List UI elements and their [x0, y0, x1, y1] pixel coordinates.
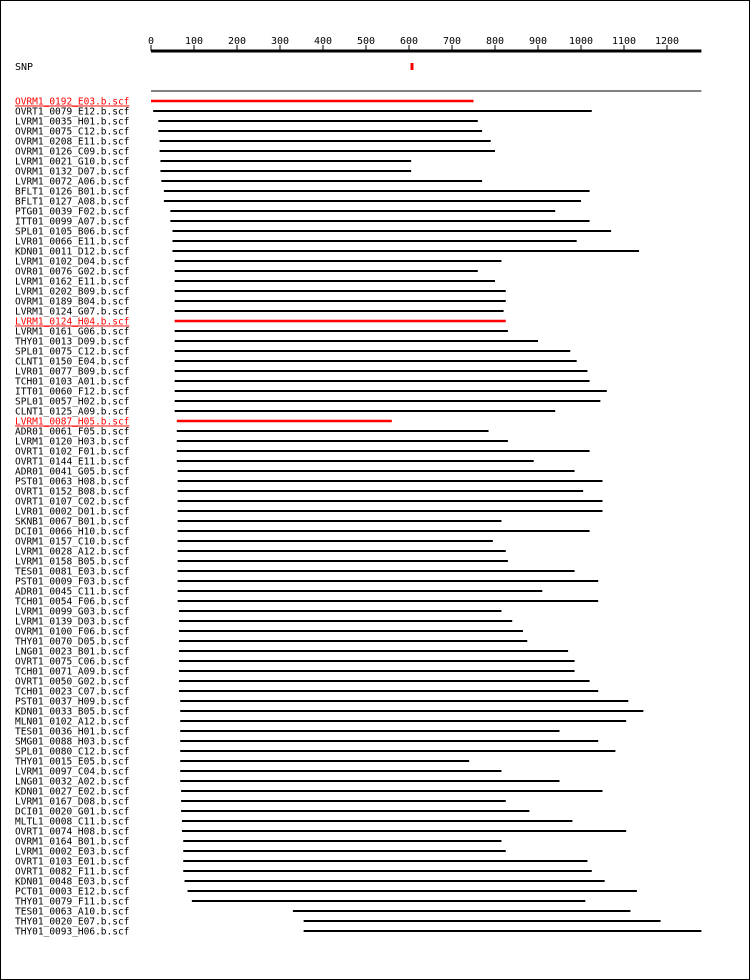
read-label[interactable]: DCI01_0066_H10.b.scf — [15, 526, 130, 538]
read-label[interactable]: LVRM1_0099_G03.b.scf — [15, 606, 130, 618]
axis-tick-label: 1000 — [568, 36, 594, 47]
read-label[interactable]: OVRT1_0079_E12.b.scf — [15, 106, 130, 118]
read-label[interactable]: PST01_0009_F03.b.scf — [15, 576, 130, 588]
read-label[interactable]: CLNT1_0150_E04.b.scf — [15, 356, 130, 368]
axis-tick-label: 300 — [270, 36, 290, 47]
read-label[interactable]: BFLT1_0126_B01.b.scf — [15, 186, 130, 198]
axis-tick-label: 400 — [313, 36, 333, 47]
read-label[interactable]: LVRM1_0202_B09.b.scf — [15, 286, 130, 298]
read-label[interactable]: OVRT1_0075_C06.b.scf — [15, 656, 130, 668]
read-label[interactable]: SPL01_0075_C12.b.scf — [15, 346, 130, 358]
read-label[interactable]: OVRM1_0075_C12.b.scf — [15, 126, 130, 138]
read-label[interactable]: OVRT1_0102_F01.b.scf — [15, 446, 130, 458]
read-label[interactable]: TES01_0036_H01.b.scf — [15, 726, 130, 738]
read-label[interactable]: TCH01_0054_F06.b.scf — [15, 596, 130, 608]
axis-tick-label: 500 — [356, 36, 376, 47]
read-label[interactable]: LVRM1_0028_A12.b.scf — [15, 546, 130, 558]
read-label[interactable]: SPL01_0057_H02.b.scf — [15, 396, 130, 408]
read-label[interactable]: MLTL1_0008_C11.b.scf — [15, 816, 130, 828]
read-label[interactable]: LVRM1_0035_H01.b.scf — [15, 116, 130, 128]
read-label[interactable]: OVRT1_0107_C02.b.scf — [15, 496, 130, 508]
axis-tick-label: 200 — [227, 36, 247, 47]
read-label[interactable]: LVRM1_0120_H03.b.scf — [15, 436, 130, 448]
read-label[interactable]: OVRT1_0152_B08.b.scf — [15, 486, 130, 498]
read-label[interactable]: OVRM1_0100_F06.b.scf — [15, 626, 130, 638]
read-label[interactable]: KDN01_0011_D12.b.scf — [15, 246, 130, 258]
read-label[interactable]: OVRM1_0126_C09.b.scf — [15, 146, 130, 158]
read-label[interactable]: OVRT1_0082_F11.b.scf — [15, 866, 130, 878]
axis-tick-label: 600 — [399, 36, 419, 47]
read-label[interactable]: LVRM1_0072_A06.b.scf — [15, 176, 130, 188]
read-label[interactable]: THY01_0093_H06.b.scf — [15, 926, 130, 938]
read-label[interactable]: TES01_0063_A10.b.scf — [15, 906, 130, 918]
snp-label: SNP — [15, 62, 34, 73]
axis-tick-label: 100 — [184, 36, 204, 47]
read-label[interactable]: ITT01_0099_A07.b.scf — [15, 216, 130, 228]
read-alignment-diagram — [1, 1, 749, 979]
read-label[interactable]: OVRM1_0189_B04.b.scf — [15, 296, 130, 308]
position-axis — [148, 36, 701, 51]
read-label[interactable]: LVRM1_0124_G07.b.scf — [15, 306, 130, 318]
read-label[interactable]: TCH01_0023_C07.b.scf — [15, 686, 130, 698]
read-label[interactable]: DCI01_0020_G01.b.scf — [15, 806, 130, 818]
read-label[interactable]: KDN01_0048_E03.b.scf — [15, 876, 130, 888]
read-label[interactable]: SPL01_0105_B06.b.scf — [15, 226, 130, 238]
read-label[interactable]: OVRM1_0192_E03.b.scf — [15, 96, 130, 108]
snp-marker[interactable] — [411, 63, 414, 70]
read-label[interactable]: SMG01_0088_H03.b.scf — [15, 736, 130, 748]
read-label[interactable]: THY01_0013_D09.b.scf — [15, 336, 130, 348]
read-label[interactable]: KDN01_0027_E02.b.scf — [15, 786, 130, 798]
read-label[interactable]: PTG01_0039_F02.b.scf — [15, 206, 130, 218]
read-label[interactable]: LVR01_0077_B09.b.scf — [15, 366, 130, 378]
read-label[interactable]: THY01_0020_E07.b.scf — [15, 916, 130, 928]
axis-tick-label: 1100 — [611, 36, 637, 47]
read-label[interactable]: OVRT1_0103_E01.b.scf — [15, 856, 130, 868]
read-label[interactable]: MLN01_0102_A12.b.scf — [15, 716, 130, 728]
read-label[interactable]: BFLT1_0127_A08.b.scf — [15, 196, 130, 208]
read-label[interactable]: LVRM1_0139_D03.b.scf — [15, 616, 130, 628]
read-label[interactable]: OVRT1_0050_G02.b.scf — [15, 676, 130, 688]
read-label[interactable]: LVRM1_0167_D08.b.scf — [15, 796, 130, 808]
read-label[interactable]: LVR01_0002_D01.b.scf — [15, 506, 130, 518]
read-row[interactable] — [15, 927, 701, 938]
read-label[interactable]: PST01_0037_H09.b.scf — [15, 696, 130, 708]
read-label[interactable]: LVRM1_0087_H05.b.scf — [15, 416, 130, 428]
read-label[interactable]: LVRM1_0124_H04.b.scf — [15, 316, 130, 328]
read-label[interactable]: OVRM1_0208_E11.b.scf — [15, 136, 130, 148]
read-label[interactable]: OVRM1_0164_B01.b.scf — [15, 836, 130, 848]
read-label[interactable]: ADR01_0041_G05.b.scf — [15, 466, 130, 478]
read-label[interactable]: TCH01_0103_A01.b.scf — [15, 376, 130, 388]
axis-tick-label: 700 — [442, 36, 462, 47]
read-label[interactable]: LVRM1_0161_G06.b.scf — [15, 326, 130, 338]
read-label[interactable]: LNG01_0023_B01.b.scf — [15, 646, 130, 658]
read-label[interactable]: PCT01_0003_E12.b.scf — [15, 886, 130, 898]
read-label[interactable]: LVRM1_0162_E11.b.scf — [15, 276, 130, 288]
read-label[interactable]: LVRM1_0102_D04.b.scf — [15, 256, 130, 268]
read-label[interactable]: THY01_0079_F11.b.scf — [15, 896, 130, 908]
read-rows — [15, 97, 701, 938]
axis-tick-label: 800 — [485, 36, 505, 47]
axis-tick-label: 900 — [528, 36, 548, 47]
read-label[interactable]: LVR01_0066_E11.b.scf — [15, 236, 130, 248]
read-label[interactable]: ITT01_0060_F12.b.scf — [15, 386, 130, 398]
read-label[interactable]: KDN01_0033_B05.b.scf — [15, 706, 130, 718]
read-label[interactable]: CLNT1_0125_A09.b.scf — [15, 406, 130, 418]
read-label[interactable]: THY01_0070_D05.b.scf — [15, 636, 130, 648]
read-label[interactable]: LVRM1_0021_G10.b.scf — [15, 156, 130, 168]
read-label[interactable]: TCH01_0071_A09.b.scf — [15, 666, 130, 678]
read-label[interactable]: LVRM1_0002_E03.b.scf — [15, 846, 130, 858]
read-label[interactable]: OVR01_0076_G02.b.scf — [15, 266, 130, 278]
read-label[interactable]: OVRT1_0074_H08.b.scf — [15, 826, 130, 838]
axis-tick-label: 0 — [147, 36, 155, 47]
read-label[interactable]: OVRM1_0132_D07.b.scf — [15, 166, 130, 178]
read-label[interactable]: THY01_0015_E05.b.scf — [15, 756, 130, 768]
read-label[interactable]: OVRT1_0144_E11.b.scf — [15, 456, 130, 468]
read-label[interactable]: LVRM1_0097_C04.b.scf — [15, 766, 130, 778]
read-label[interactable]: LVRM1_0158_B05.b.scf — [15, 556, 130, 568]
read-label[interactable]: OVRM1_0157_C10.b.scf — [15, 536, 130, 548]
read-label[interactable]: SPL01_0080_C12.b.scf — [15, 746, 130, 758]
axis-tick-label: 1200 — [654, 36, 680, 47]
read-label[interactable]: ADR01_0061_F05.b.scf — [15, 426, 130, 438]
read-label[interactable]: SKNB1_0067_B01.b.scf — [15, 516, 130, 528]
read-label[interactable]: TES01_0081_E03.b.scf — [15, 566, 130, 578]
read-label[interactable]: PST01_0063_H08.b.scf — [15, 476, 130, 488]
read-label[interactable]: LNG01_0032_A02.b.scf — [15, 776, 130, 788]
read-label[interactable]: ADR01_0045_C11.b.scf — [15, 586, 130, 598]
